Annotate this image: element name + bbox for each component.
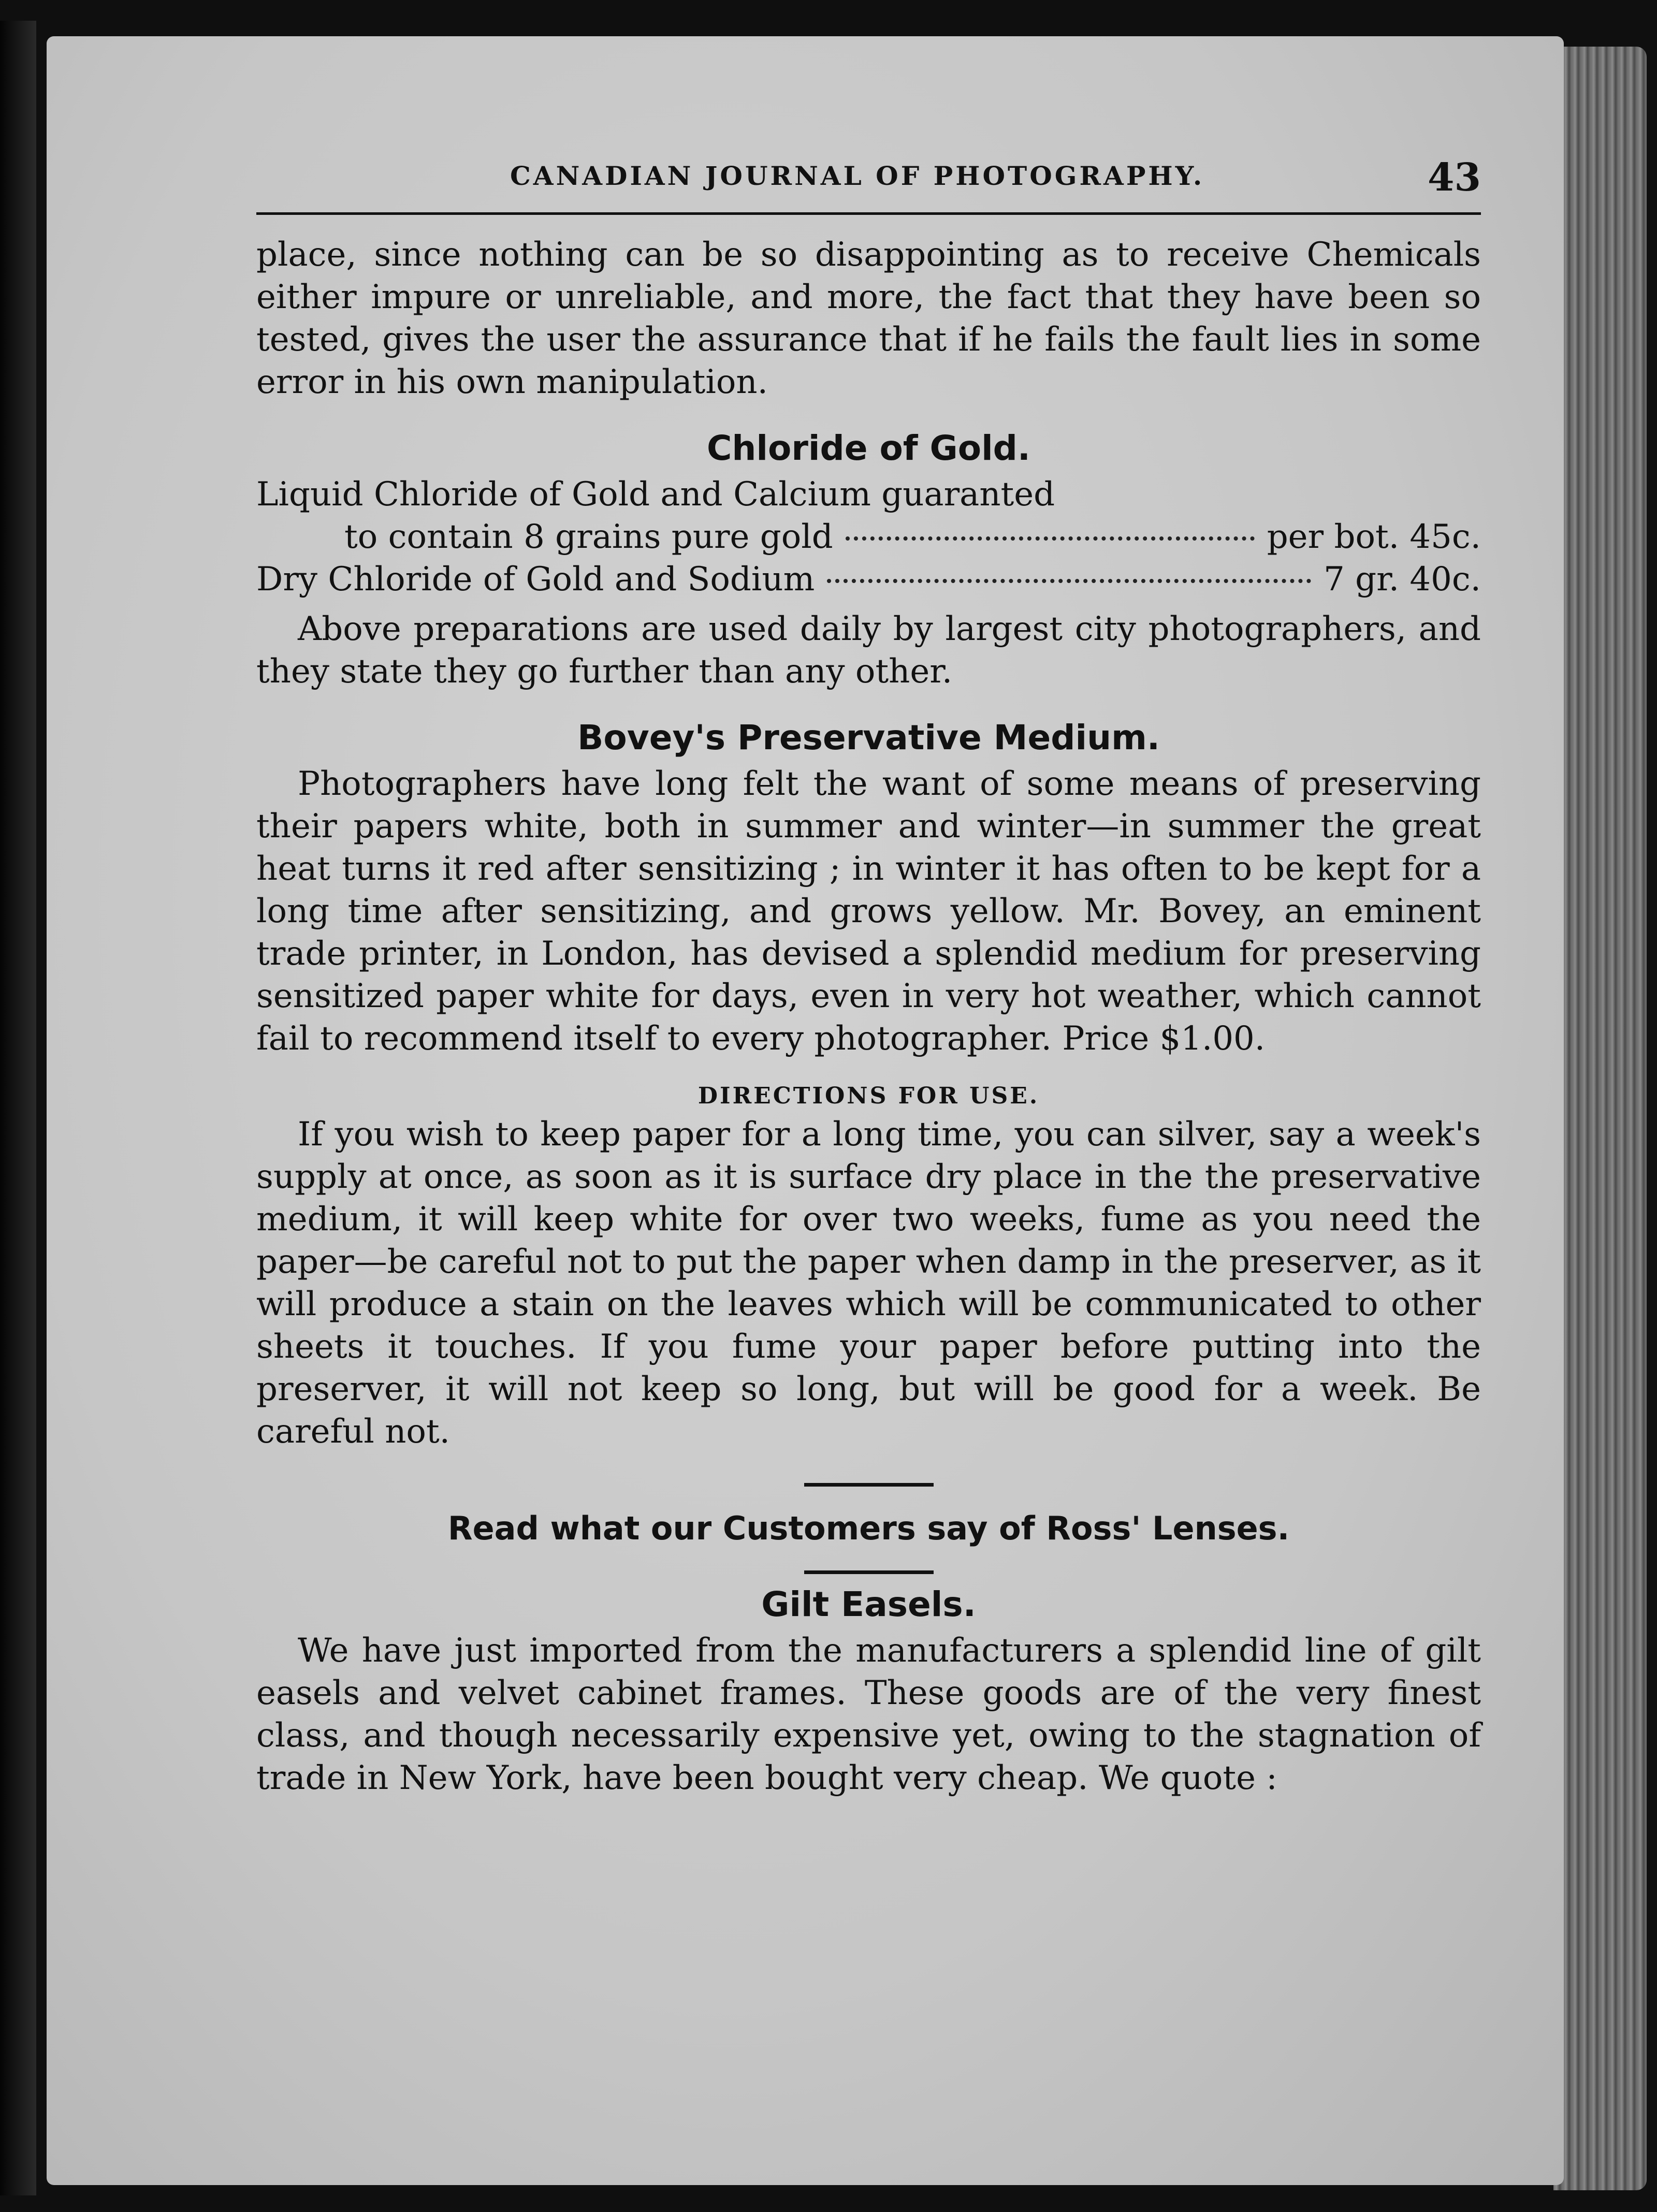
chloride-price-list bbox=[256, 473, 1481, 601]
page-number: 43 bbox=[1428, 155, 1481, 200]
ross-lenses-callout: Read what our Customers say of Ross' Lenses. bbox=[447, 1509, 1290, 1547]
header-rule bbox=[256, 212, 1481, 215]
liquid-chloride-desc: Liquid Chloride of Gold and Calcium guaranted bbox=[256, 475, 1055, 514]
price-row-dry bbox=[256, 558, 1481, 601]
page-content bbox=[256, 155, 1481, 1799]
chloride-heading: Chloride of Gold. bbox=[706, 428, 1031, 468]
bovey-paragraph: Photographers have long felt the want of some means of preserving their papers white, both in summer and winter—in summer the great heat turns it red after sensitizing ; in winter it has often to be kept for a long time after sensitizing, and grows yellow. Mr. Bovey, an eminent trade printer, in London, has devised a splendid medium for preserving sensitized paper white for days, even in very hot weather, which cannot fail to recommend itself to every photographer. Price $1.00. bbox=[256, 765, 1481, 1058]
directions-paragraph: If you wish to keep paper for a long time, you can silver, say a week's supply at once, as soon as it is surface dry place in the the preservative medium, it will keep white for over two weeks, fume as you need the paper—be careful not to put the paper when damp in the preserver, as it will produce a stain on the leaves which will be communicated to other sheets it touches. If you fume your paper before putting into the preserver, it will not keep so long, but will be good for a week. Be careful not. bbox=[256, 1115, 1481, 1451]
directions-heading: DIRECTIONS FOR USE. bbox=[697, 1083, 1040, 1109]
dry-chloride-desc: Dry Chloride of Gold and Sodium bbox=[256, 560, 815, 599]
leader-dots bbox=[827, 579, 1311, 583]
running-head bbox=[256, 155, 1481, 212]
liquid-chloride-desc-cont: to contain 8 grains pure gold bbox=[344, 518, 833, 556]
running-title: CANADIAN JOURNAL OF PHOTOGRAPHY. bbox=[510, 161, 1205, 191]
easels-heading: Gilt Easels. bbox=[761, 1584, 976, 1624]
book-spine-shadow bbox=[0, 21, 36, 2195]
bovey-heading: Bovey's Preservative Medium. bbox=[577, 718, 1160, 758]
chloride-note: Above preparations are used daily by largest city photographers, and they state they go further than any other. bbox=[256, 610, 1481, 691]
section-rule bbox=[804, 1483, 934, 1487]
price-row-liquid-line2 bbox=[256, 516, 1481, 558]
dry-chloride-price: 7 gr. 40c. bbox=[1324, 560, 1481, 599]
book-page bbox=[47, 36, 1564, 2185]
section-rule bbox=[804, 1570, 934, 1574]
liquid-chloride-price: per bot. 45c. bbox=[1267, 518, 1481, 556]
page-edges bbox=[1553, 47, 1647, 2190]
easels-paragraph: We have just imported from the manufacturers a splendid line of gilt easels and velvet cabinet frames. These goods are of the very finest class, and though necessarily expensive yet, owing to the stagnation of trade in New York, have been bought very cheap. We quote : bbox=[256, 1632, 1481, 1797]
price-row-liquid-line1 bbox=[256, 473, 1481, 516]
leader-dots bbox=[846, 536, 1255, 541]
intro-paragraph: place, since nothing can be so disappointing as to receive Chemicals either impure or unreliable, and more, the fact that they have been so tested, gives the user the assurance that if he fails the fault lies in some error in his own manipulation. bbox=[256, 236, 1481, 401]
